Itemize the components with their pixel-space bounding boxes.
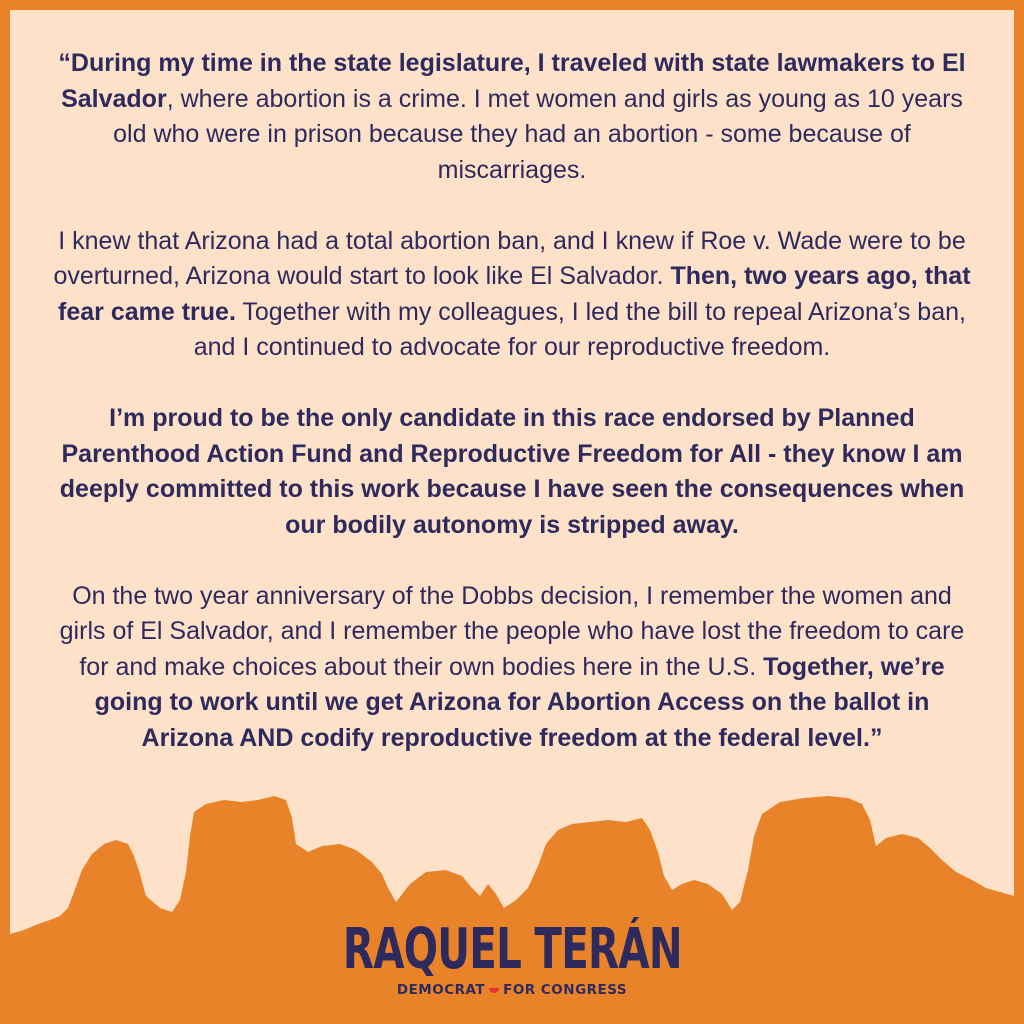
quote-paragraph-1 xyxy=(50,46,974,188)
quote-paragraph-2-lead: I knew that Arizona had a total abortion ban, and I knew if Roe v. Wade were to be overturned, Arizona would start to look like El Salvador. xyxy=(53,226,966,290)
quote-paragraph-3 xyxy=(50,401,974,543)
party-label: DEMOCRAT xyxy=(396,982,486,998)
quote-paragraph-1-bold: “During my time in the state legislature, I traveled with state lawmakers to El Salvador xyxy=(58,49,966,113)
quote-paragraph-3-bold: I’m proud to be the only candidate in this race endorsed by Planned Parenthood Action Fund and Reproductive Freedom for All - they know I am deeply committed to this work because I have seen the consequences when our bodily autonomy is stripped away. xyxy=(59,404,965,539)
quote-card xyxy=(10,10,1014,1014)
quote-paragraph-4-lead: On the two year anniversary of the Dobbs decision, I remember the women and girls of El Salvador, and I remember the people who have lost the freedom to care for and make choices about their own bodies here in the U.S. xyxy=(59,581,965,681)
quote-paragraph-2-text: Together with my colleagues, I led the bill to repeal Arizona’s ban, and I continued to advocate for our reproductive freedom. xyxy=(193,297,966,361)
candidate-name: RAQUEL TERÁN xyxy=(342,917,682,982)
campaign-logo xyxy=(10,917,1014,998)
quote-paragraph-1-text: , where abortion is a crime. I met women and girls as young as 10 years old who were in prison because they had an abortion - some because of miscarriages. xyxy=(113,84,963,184)
quote-paragraph-2 xyxy=(50,224,974,366)
quote-text xyxy=(50,46,974,756)
logo-tagline xyxy=(10,982,1014,998)
quote-paragraph-4-bold: Together, we’re going to work until we get Arizona for Abortion Access on the ballot in Arizona AND codify reproductive freedom at the federal level.” xyxy=(94,652,945,752)
quote-paragraph-4 xyxy=(50,579,974,757)
office-label: FOR CONGRESS xyxy=(503,982,628,998)
red-accent-icon xyxy=(489,988,499,993)
quote-paragraph-2-bold: Then, two years ago, that fear came true. xyxy=(58,262,971,326)
